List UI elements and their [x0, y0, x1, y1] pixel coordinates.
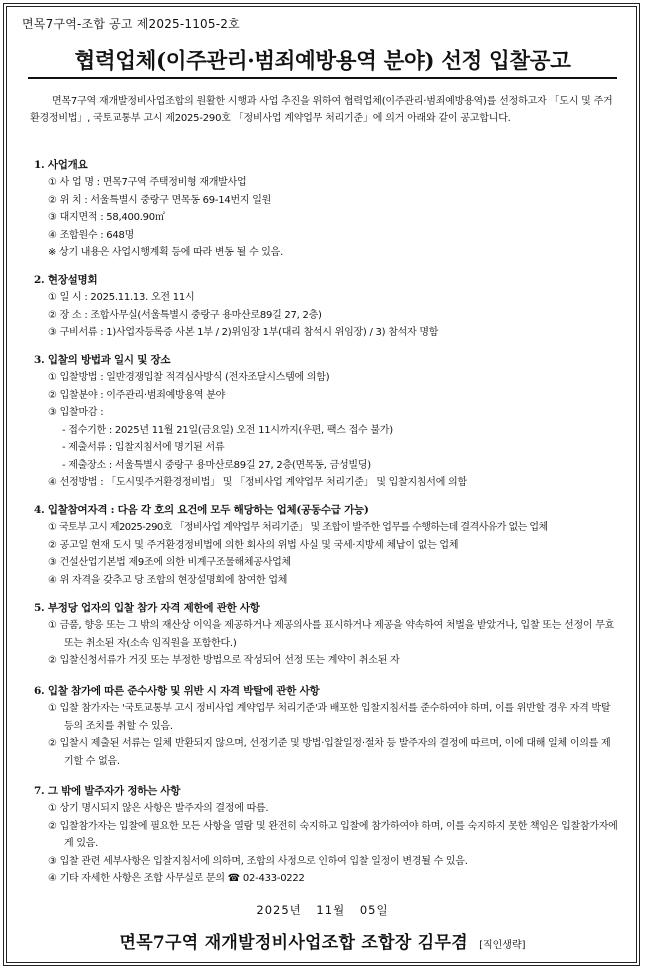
list-item: ④ 위 자격을 갖추고 당 조합의 현장설명회에 참여한 업체: [48, 574, 288, 586]
section-title: 7. 그 밖에 발주자가 정하는 사항: [34, 785, 181, 797]
section-site-briefing: [34, 272, 619, 342]
list-item: ② 장 소 : 조합사무실(서울특별시 중랑구 용마산로89길 27, 2층): [48, 309, 322, 321]
sub-item: - 제출장소 : 서울특별시 중랑구 용마산로89길 27, 2층(면목동, 금성빌딩): [62, 459, 371, 471]
list-item: ③ 대지면적 : 58,400.90㎡: [48, 212, 165, 223]
list-item: ④ 기타 자세한 사항은 조합 사무실로 문의 ☎ 02-433-0222: [48, 873, 305, 884]
list-note: ※ 상기 내용은 사업시행계획 등에 따라 변동 될 수 있음.: [48, 247, 284, 258]
list-item: ① 일 시 : 2025.11.13. 오전 11시: [48, 292, 195, 303]
page-title: 협력업체(이주관리·범죄예방용역 분야) 선정 입찰공고: [74, 49, 571, 74]
list-item: ③ 구비서류 : 1)사업자등록증 사본 1부 / 2)위임장 1부(대리 참석시 위임장) / 3) 참석자 명함: [48, 327, 439, 338]
list-item: ③ 입찰마감 :: [48, 407, 104, 418]
announcement-date: 2025년 11월 05일: [256, 903, 389, 917]
section-bidding-method: [34, 352, 619, 492]
list-item: ② 입찰참가자는 입찰에 필요한 모든 사항을 열람 및 완전히 숙지하고 입찰에 참가하여야 하며, 이를 숙지하지 못한 책임은 입찰참가자에게 있음.: [48, 820, 618, 849]
list-item: ① 입찰방법 : 일반경쟁입찰 적격심사방식 (전자조달시스템에 의함): [48, 372, 330, 383]
section-title: 4. 입찰참여자격 : 다음 각 호의 요건에 모두 해당하는 업체(공동수급 가능): [34, 504, 369, 516]
intro-paragraph: 면목7구역 재개발정비사업조합의 원활한 시행과 사업 추진을 위하여 협력업체(이주관리·범죄예방용역)를 선정하고자 「도시 및 주거환경정비법」, 국토교통부 고시 제2025-290호 「정비사업 계약업무 처리기준」에 의거 아래와 같이 공고합니다.: [30, 96, 613, 124]
list-item: ③ 건설산업기본법 제9조에 의한 비계구조물해체공사업체: [48, 557, 291, 568]
list-item: ② 입찰시 제출된 서류는 일체 반환되지 않으며, 선정기준 및 방법·입찰일정·절차 등 발주자의 결정에 따르며, 이에 대해 일체 이의를 제기할 수 없음.: [48, 738, 611, 767]
list-item: ② 위 치 : 서울특별시 중랑구 면목동 69-14번지 일원: [48, 194, 272, 206]
list-item: ① 국토부 고시 제2025-290호 「정비사업 계약업무 처리기준」 및 조합이 발주한 업무를 수행하는데 결격사유가 없는 업체: [48, 522, 548, 533]
section-other-matters: [34, 783, 619, 888]
sub-item: - 접수기한 : 2025년 11월 21일(금요일) 오전 11시까지(우편, 팩스 접수 불가): [62, 424, 393, 436]
section-title: 3. 입찰의 방법과 일시 및 장소: [34, 354, 171, 366]
section-disqualification: [34, 600, 619, 670]
title-underline: [28, 77, 617, 79]
list-item: ④ 선정방법 : 「도시및주거환경정비법」 및 「정비사업 계약업무 처리기준」 및 입찰지침서에 의함: [48, 477, 467, 488]
list-item: ① 상기 명시되지 않은 사항은 발주자의 결정에 따름.: [48, 803, 269, 814]
section-title: 1. 사업개요: [34, 159, 88, 171]
list-item: ④ 조합원수 : 648명: [48, 229, 135, 241]
sub-item: - 제출서류 : 입찰지침서에 명기된 서류: [62, 442, 225, 453]
signatory-name: 면목7구역 재개발정비사업조합 조합장 김무겸: [119, 933, 468, 953]
section-title: 6. 입찰 참가에 따른 준수사항 및 위반 시 자격 박탈에 관한 사항: [34, 685, 320, 697]
list-item: ② 입찰분야 : 이주관리·범죄예방용역 분야: [48, 389, 226, 401]
section-title: 2. 현장설명회: [34, 274, 98, 286]
seal-note: [직인생략]: [479, 940, 526, 951]
signature-block: [0, 928, 645, 953]
section-eligibility: [34, 502, 619, 589]
section-overview: [34, 157, 619, 262]
list-item: ② 공고일 현재 도시 및 주거환경정비법에 의한 회사의 위법 사실 및 국세·지방세 체납이 없는 업체: [48, 539, 459, 551]
list-item: ① 금품, 향응 또는 그 밖의 재산상 이익을 제공하거나 제공의사를 표시하거나 제공을 약속하여 처벌을 받았거나, 입찰 또는 선정이 무효 또는 취소된 자(소속 임직원을 포함한다.): [48, 620, 615, 649]
document-number: 면목7구역-조합 공고 제2025-1105-2호: [22, 17, 240, 31]
section-compliance: [34, 683, 619, 770]
list-item: ② 입찰신청서류가 거짓 또는 부정한 방법으로 작성되어 선정 또는 계약이 취소된 자: [48, 655, 400, 666]
section-title: 5. 부정당 업자의 입찰 참가 자격 제한에 관한 사항: [34, 602, 260, 614]
list-item: ① 사 업 명 : 면목7구역 주택정비형 재개발사업: [48, 177, 247, 188]
list-item: ③ 입찰 관련 세부사항은 입찰지침서에 의하며, 조합의 사정으로 인하여 입찰 일정이 변경될 수 있음.: [48, 855, 468, 867]
list-item: ① 입찰 참가자는 '국토교통부 고시 정비사업 계약업무 처리기준'과 배포한 입찰지침서를 준수하여야 하며, 이를 위반할 경우 자격 박탈 등의 조치를 취할 수 있음.: [48, 703, 611, 732]
